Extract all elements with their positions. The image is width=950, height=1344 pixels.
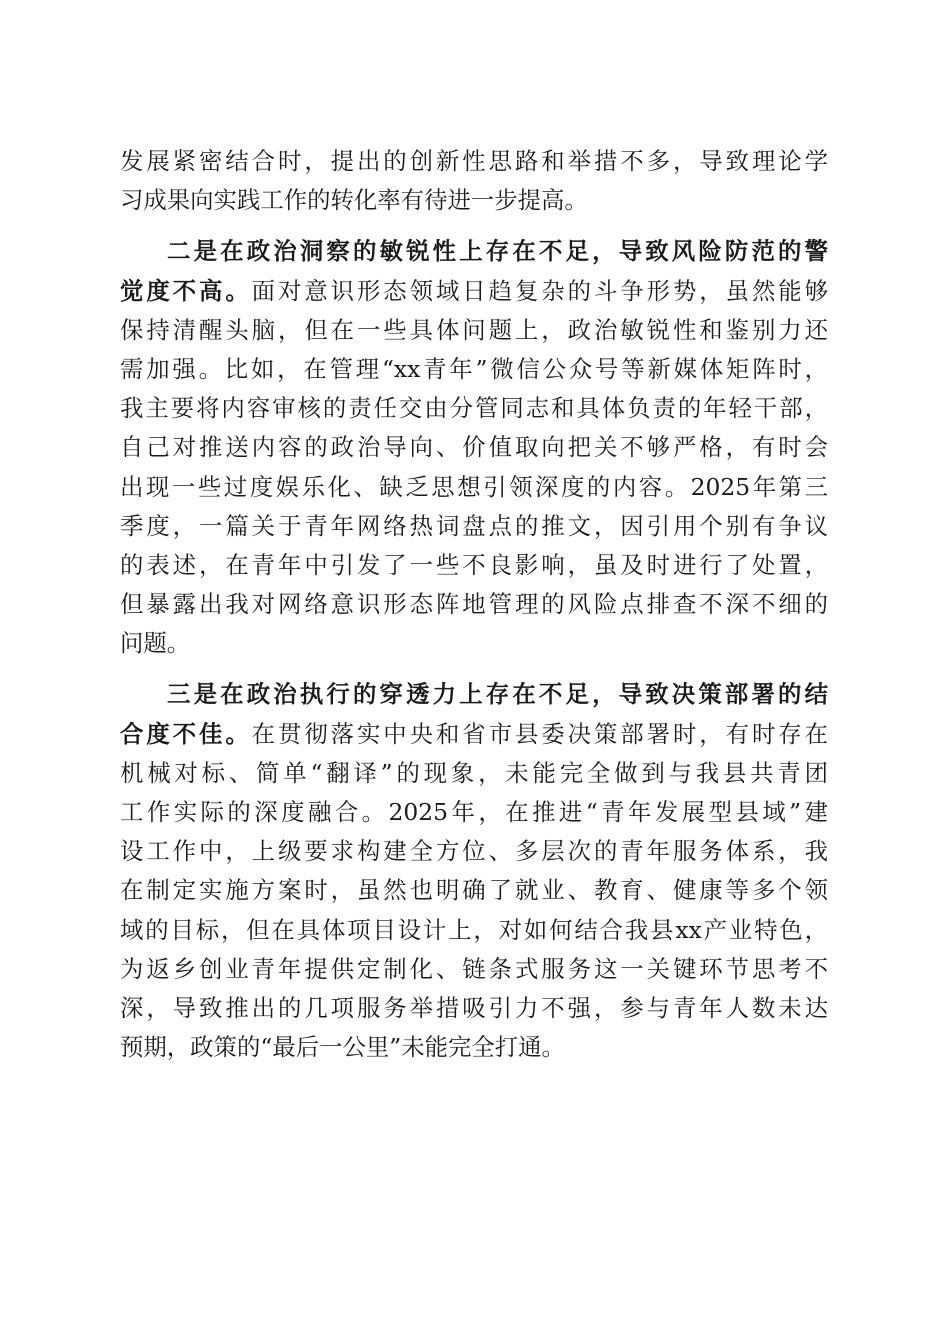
text-line bbox=[120, 272, 828, 311]
text-line: 保持清醒头脑，但在一些具体问题上，政治敏锐性和鉴别力还 bbox=[120, 315, 828, 344]
text-line: 深，导致推出的几项服务举措吸引力不强，参与青年人数未达 bbox=[120, 993, 828, 1022]
text-line: 预期，政策的“最后一公里”未能完全打通。 bbox=[120, 1033, 565, 1062]
text-line: 的表述，在青年中引发了一些不良影响，虽及时进行了处置， bbox=[120, 550, 828, 579]
text-line bbox=[120, 715, 828, 754]
paragraph-3 bbox=[120, 675, 828, 1067]
text-line: 发展紧密结合时，提出的创新性思路和举措不多，导致理论学 bbox=[120, 147, 828, 175]
paragraph-heading-cont: 觉度不高。 bbox=[120, 276, 252, 305]
body-text bbox=[120, 142, 828, 1067]
text-line: 域的目标，但在具体项目设计上，对如何结合我县xx产业特色， bbox=[120, 915, 828, 944]
paragraph-heading-cont: 合度不佳。 bbox=[120, 719, 252, 748]
text-line: 出现一些过度娱乐化、缺乏思想引领深度的内容。2025年第三 bbox=[120, 472, 828, 501]
text-line: 我主要将内容审核的责任交由分管同志和具体负责的年轻干部， bbox=[120, 394, 828, 423]
text-line-rest: 在贯彻落实中央和省市县委决策部署时，有时存在 bbox=[251, 719, 828, 748]
text-line: 习成果向实践工作的转化率有待进一步提高。 bbox=[120, 186, 588, 215]
text-line: 设工作中，上级要求构建全方位、多层次的青年服务体系，我 bbox=[120, 837, 828, 866]
paragraph-heading: 二是在政治洞察的敏锐性上存在不足，导致风险防范的警 bbox=[167, 237, 828, 266]
text-line: 季度，一篇关于青年网络热词盘点的推文，因引用个别有争议 bbox=[120, 511, 828, 540]
text-line: 需加强。比如，在管理“xx青年”微信公众号等新媒体矩阵时， bbox=[120, 354, 828, 383]
text-line: 问题。 bbox=[120, 629, 191, 658]
text-line: 但暴露出我对网络意识形态阵地管理的风险点排查不深不细的 bbox=[120, 590, 828, 619]
text-line: 工作实际的深度融合。2025年，在推进“青年发展型县域”建 bbox=[120, 798, 828, 826]
paragraph-1 bbox=[120, 142, 828, 220]
text-line: 机械对标、简单“翻译”的现象，未能完全做到与我县共青团 bbox=[120, 758, 828, 787]
text-line-rest: 面对意识形态领域日趋复杂的斗争形势，虽然能够 bbox=[251, 276, 828, 305]
paragraph-heading: 三是在政治执行的穿透力上存在不足，导致决策部署的结 bbox=[167, 680, 828, 709]
text-line: 自己对推送内容的政治导向、价值取向把关不够严格，有时会 bbox=[120, 433, 828, 462]
text-line: 在制定实施方案时，虽然也明确了就业、教育、健康等多个领 bbox=[120, 876, 828, 905]
text-line: 为返乡创业青年提供定制化、链条式服务这一关键环节思考不 bbox=[120, 954, 828, 983]
paragraph-2 bbox=[120, 232, 828, 663]
